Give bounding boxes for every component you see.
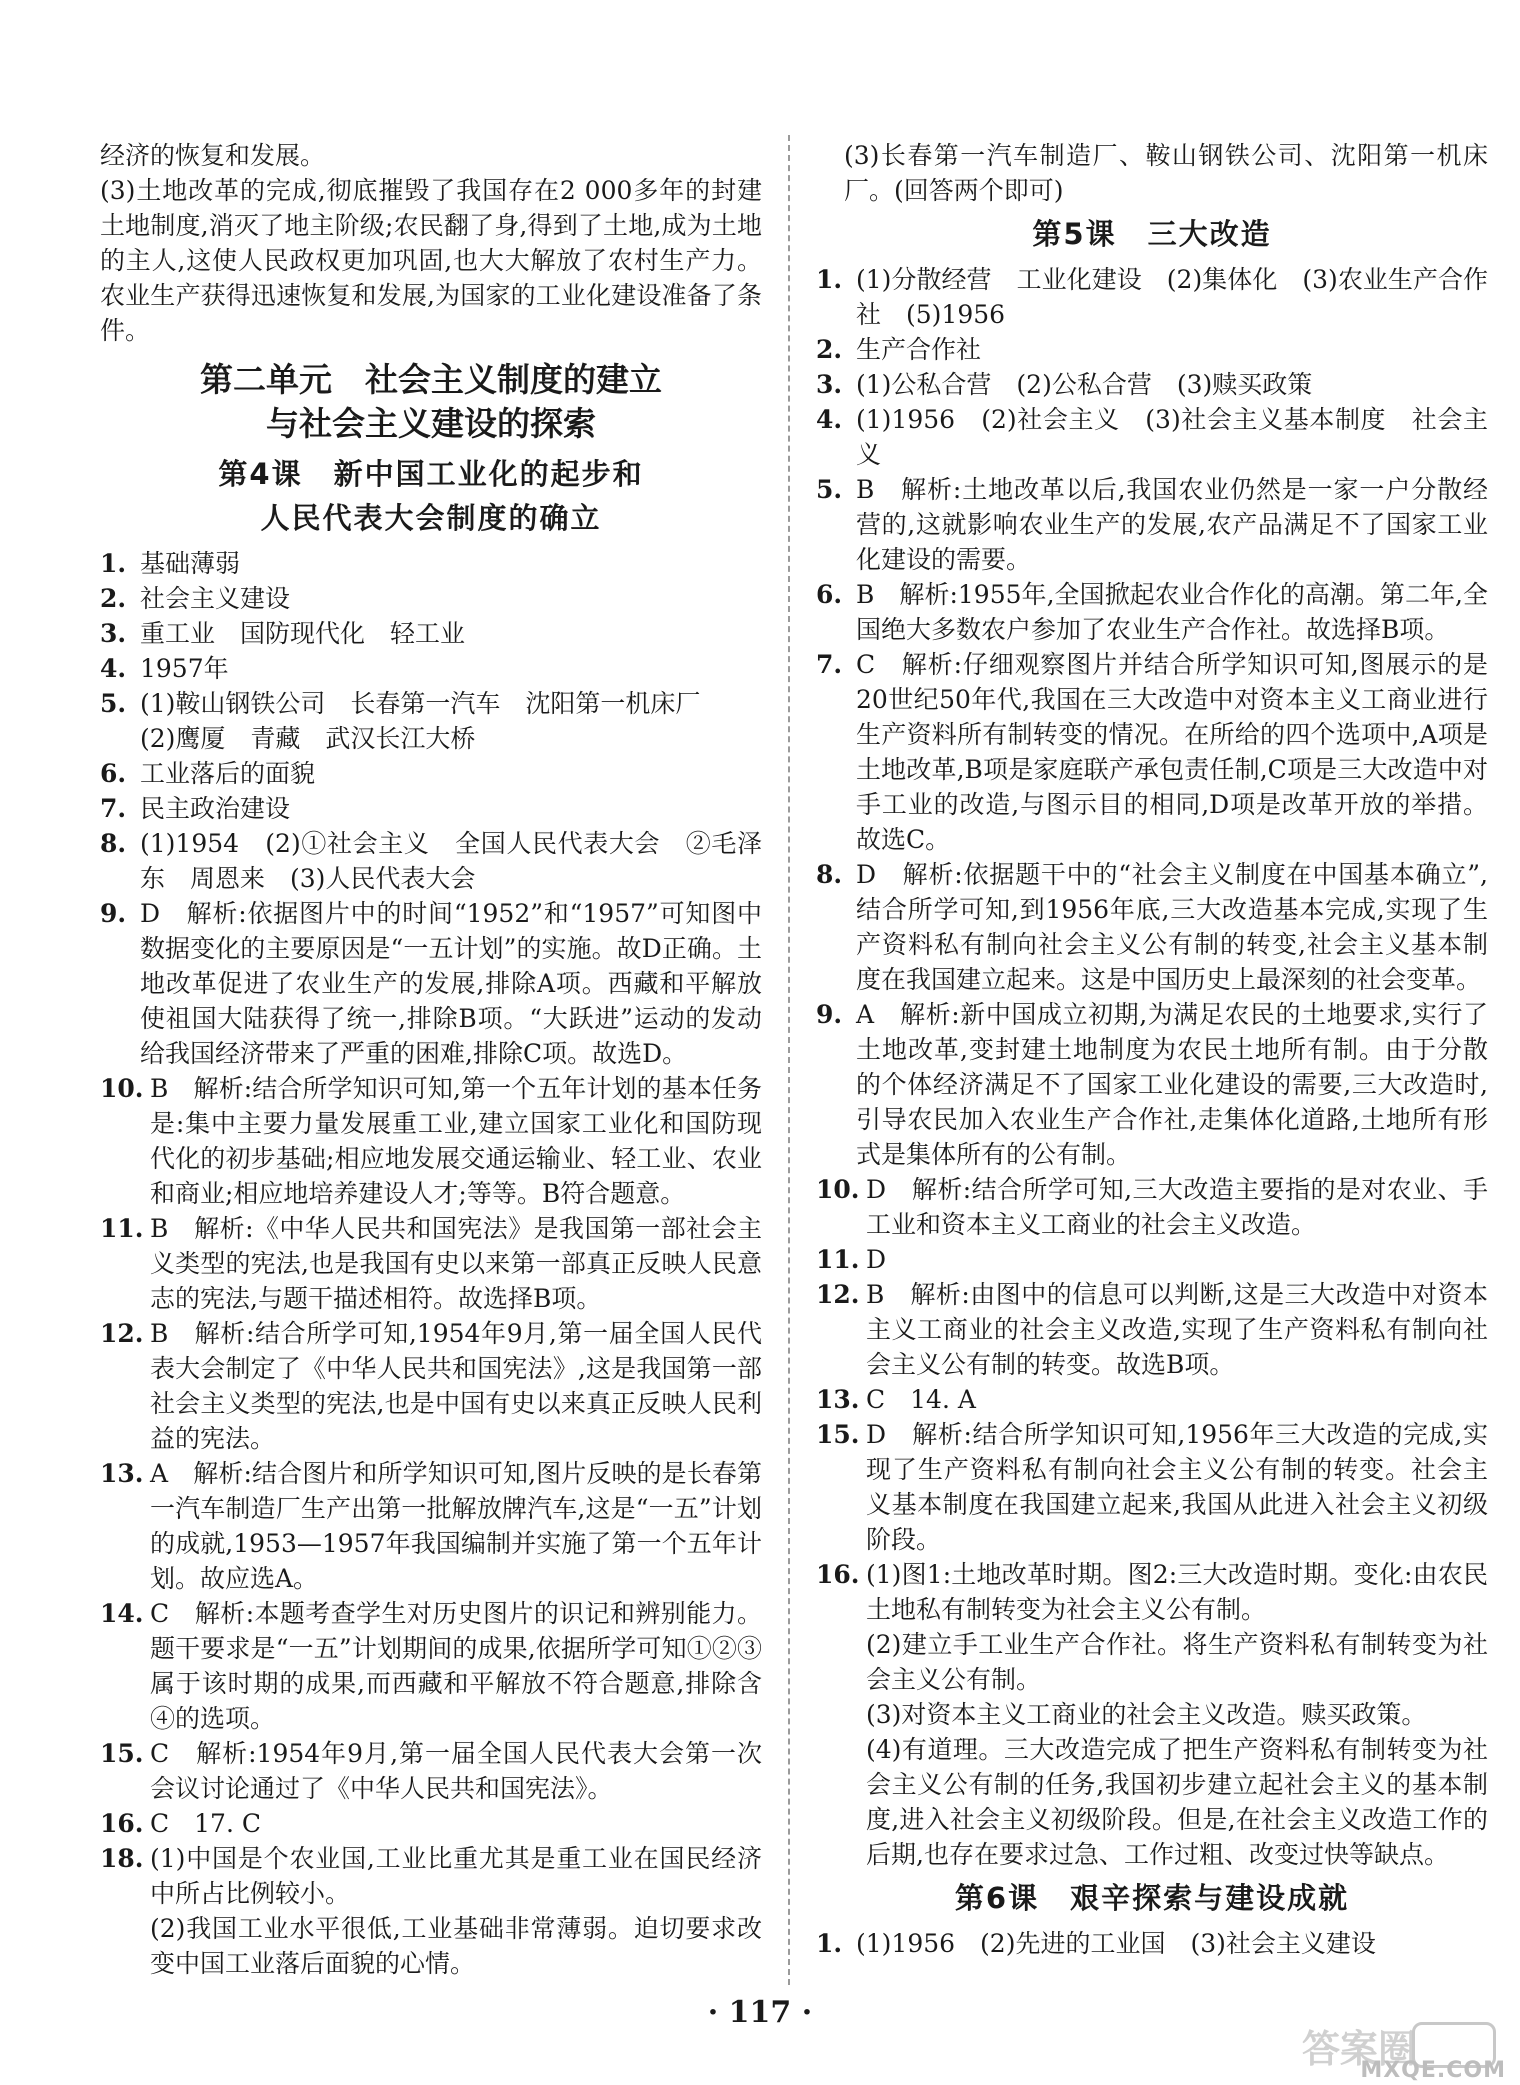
item-number: 16. — [816, 1560, 860, 1589]
item-number: 13. — [100, 1459, 144, 1488]
lesson-6-title: 第6课 艰辛探索与建设成就 — [954, 1881, 1350, 1915]
item-number: 10. — [100, 1074, 144, 1103]
item-number: 5. — [100, 689, 127, 718]
item-number: 16. — [100, 1809, 144, 1838]
answer-item — [100, 546, 762, 581]
item-text: A 解析:结合图片和所学知识可知,图片反映的是长春第一汽车制造厂生产出第一批解放牌汽车,这是“一五”计划的成就,1953—1957年我国编制并实施了第一个五年计划。故应选A。 — [150, 1459, 762, 1593]
item-text-part: (1)鞍山钢铁公司 长春第一汽车 沈阳第一机床厂 — [140, 689, 701, 718]
item-text: B 解析:结合所学知识可知,第一个五年计划的基本任务是:集中主要力量发展重工业,建立国家工业化和国防现代化的初步基础;相应地发展交通运输业、轻工业、农业和商业;相应地培养建设人才;等等。B符合题意。 — [150, 1074, 762, 1208]
answer-item — [816, 332, 1488, 367]
answer-item — [816, 472, 1488, 577]
item-text: C 17. C — [150, 1809, 261, 1838]
answer-item — [816, 262, 1488, 332]
item-number: 18. — [100, 1844, 144, 1873]
item-number: 9. — [816, 1000, 843, 1029]
answer-item — [816, 1382, 1488, 1417]
item-number: 7. — [816, 650, 843, 679]
answer-item — [100, 826, 762, 896]
answer-item — [816, 997, 1488, 1172]
item-text: 社会主义建设 — [140, 584, 291, 613]
answer-item — [100, 1316, 762, 1456]
answer-item — [816, 857, 1488, 997]
item-text: D — [866, 1245, 887, 1274]
lesson-4-title-line-2: 人民代表大会制度的确立 — [260, 501, 602, 535]
item-text: (1)分散经营 工业化建设 (2)集体化 (3)农业生产合作社 (5)1956 — [856, 265, 1488, 329]
item-text: 1957年 — [140, 654, 229, 683]
item-text: C 解析:仔细观察图片并结合所学知识可知,图展示的是20世纪50年代,我国在三大改造中对资本主义工商业进行生产资料所有制转变的情况。在所给的四个选项中,A项是土地改革,B项是家庭联产承包责任制,C项是三大改造中对手工业的改造,与图示目的相同,D项是改革开放的举措。故选C。 — [856, 650, 1488, 854]
unit-title — [100, 358, 762, 446]
answer-item — [100, 756, 762, 791]
lesson-4-title — [100, 452, 762, 540]
unit-title-line-1: 第二单元 社会主义制度的建立 — [200, 360, 662, 399]
item-text: B 解析:土地改革以后,我国农业仍然是一家一户分散经营的,这就影响农业生产的发展,农产品满足不了国家工业化建设的需要。 — [856, 475, 1488, 574]
item-number: 8. — [100, 829, 127, 858]
answer-item — [816, 1417, 1488, 1557]
item-text: D 解析:结合所学知识可知,1956年三大改造的完成,实现了生产资料私有制向社会主义公有制的转变。社会主义基本制度在我国建立起来,我国从此进入社会主义初级阶段。 — [866, 1420, 1488, 1554]
answer-item — [816, 367, 1488, 402]
right-column — [816, 138, 1488, 1961]
item-text-part: (2)鹰厦 青藏 武汉长江大桥 — [140, 724, 476, 753]
item-number: 1. — [100, 549, 127, 578]
item-number: 15. — [816, 1420, 860, 1449]
item-text: 生产合作社 — [856, 335, 982, 364]
item-text: D 解析:结合所学可知,三大改造主要指的是对农业、手工业和资本主义工商业的社会主义改造。 — [866, 1175, 1488, 1239]
intro-line: 经济的恢复和发展。 — [100, 141, 326, 170]
item-text-part: (1)中国是个农业国,工业比重尤其是重工业在国民经济中所占比例较小。 — [150, 1844, 762, 1908]
item-number: 3. — [100, 619, 127, 648]
item-text: D 解析:依据题干中的“社会主义制度在中国基本确立”,结合所学可知,到1956年底,三大改造基本完成,实现了生产资料私有制向社会主义公有制的转变,社会主义基本制度在我国建立起来。这是中国历史上最深刻的社会变革。 — [856, 860, 1488, 994]
item-text-part: (2)我国工业水平很低,工业基础非常薄弱。迫切要求改变中国工业落后面貌的心情。 — [150, 1914, 762, 1978]
item-number: 2. — [100, 584, 127, 613]
item-text-part: (1)图1:土地改革时期。图2:三大改造时期。变化:由农民土地私有制转变为社会主义公有制。 — [866, 1560, 1488, 1624]
item-number: 13. — [816, 1385, 860, 1414]
answer-item — [100, 1456, 762, 1596]
item-number: 14. — [100, 1599, 144, 1628]
answer-item — [100, 1211, 762, 1316]
answer-item — [100, 1071, 762, 1211]
item-text: D 解析:依据图片中的时间“1952”和“1957”可知图中数据变化的主要原因是“一五计划”的实施。故D正确。土地改革促进了农业生产的发展,排除A项。西藏和平解放使祖国大陆获得了统一,排除B项。“大跃进”运动的发动给我国经济带来了严重的困难,排除C项。故选D。 — [140, 899, 762, 1068]
answer-item — [816, 1926, 1488, 1961]
answer-item — [816, 1557, 1488, 1872]
item-number: 4. — [816, 405, 843, 434]
item-number: 11. — [816, 1245, 860, 1274]
item-number: 12. — [100, 1319, 144, 1348]
item-number: 6. — [100, 759, 127, 788]
item-text: (1)1956 (2)先进的工业国 (3)社会主义建设 — [856, 1929, 1376, 1958]
item-text: (1)1954 (2)①社会主义 全国人民代表大会 ②毛泽东 周恩来 (3)人民代表大会 — [140, 829, 762, 893]
unit-title-line-2: 与社会主义建设的探索 — [266, 404, 596, 443]
answer-item — [816, 577, 1488, 647]
item-text: B 解析:结合所学可知,1954年9月,第一届全国人民代表大会制定了《中华人民共和国宪法》,这是我国第一部社会主义类型的宪法,也是中国有史以来真正反映人民利益的宪法。 — [150, 1319, 762, 1453]
column-divider — [788, 135, 790, 1985]
item-number: 7. — [100, 794, 127, 823]
lesson-5-title: 第5课 三大改造 — [1032, 217, 1272, 251]
item-number: 1. — [816, 265, 843, 294]
intro-paragraph: (3)土地改革的完成,彻底摧毁了我国存在2 000多年的封建土地制度,消灭了地主阶级;农民翻了身,得到了土地,成为土地的主人,这使人民政权更加巩固,也大大解放了农村生产力。农业生产获得迅速恢复和发展,为国家的工业化建设准备了条件。 — [100, 176, 762, 345]
answer-item — [100, 651, 762, 686]
answer-item — [816, 647, 1488, 857]
item-number: 10. — [816, 1175, 860, 1204]
item-text: C 14. A — [866, 1385, 976, 1414]
item-number: 12. — [816, 1280, 860, 1309]
item-text: B 解析:由图中的信息可以判断,这是三大改造中对资本主义工商业的社会主义改造,实现了生产资料私有制向社会主义公有制的转变。故选B项。 — [866, 1280, 1488, 1379]
item-text-part: (3)对资本主义工商业的社会主义改造。赎买政策。 — [866, 1700, 1427, 1729]
item-text — [140, 686, 762, 756]
item-text: B 解析:《中华人民共和国宪法》是我国第一部社会主义类型的宪法,也是我国有史以来第一部真正反映人民意志的宪法,与题干描述相符。故选择B项。 — [150, 1214, 762, 1313]
answer-item — [100, 686, 762, 756]
answer-item — [100, 1596, 762, 1736]
item-number: 4. — [100, 654, 127, 683]
item-text: 民主政治建设 — [140, 794, 291, 823]
watermark-url: MXQE.COM — [1360, 2058, 1506, 2083]
item-text: 工业落后的面貌 — [140, 759, 316, 788]
answer-item — [816, 1242, 1488, 1277]
watermark-logo-text: 答案圈 — [1301, 2027, 1416, 2071]
answer-item — [816, 1277, 1488, 1382]
answer-item — [100, 616, 762, 651]
item-number: 5. — [816, 475, 843, 504]
item-text: B 解析:1955年,全国掀起农业合作化的高潮。第二年,全国绝大多数农户参加了农业生产合作社。故选择B项。 — [856, 580, 1488, 644]
item-number: 1. — [816, 1929, 843, 1958]
answer-item — [100, 896, 762, 1071]
item-text: C 解析:1954年9月,第一届全国人民代表大会第一次会议讨论通过了《中华人民共和国宪法》。 — [150, 1739, 762, 1803]
intro-paragraph: (3)长春第一汽车制造厂、鞍山钢铁公司、沈阳第一机床厂。(回答两个即可) — [844, 141, 1488, 205]
item-text-part: (2)建立手工业生产合作社。将生产资料私有制转变为社会主义公有制。 — [866, 1630, 1488, 1694]
page-number: · 117 · — [707, 1995, 813, 2030]
answer-item — [100, 791, 762, 826]
item-number: 2. — [816, 335, 843, 364]
item-number: 11. — [100, 1214, 144, 1243]
answer-item — [100, 1841, 762, 1981]
item-text: C 解析:本题考查学生对历史图片的识记和辨别能力。题干要求是“一五”计划期间的成果,依据所学可知①②③属于该时期的成果,而西藏和平解放不符合题意,排除含④的选项。 — [150, 1599, 762, 1733]
left-column — [100, 138, 762, 1981]
answer-item — [100, 1736, 762, 1806]
answer-item — [816, 402, 1488, 472]
answer-item — [100, 581, 762, 616]
item-text: (1)公私合营 (2)公私合营 (3)赎买政策 — [856, 370, 1313, 399]
item-text: A 解析:新中国成立初期,为满足农民的土地要求,实行了土地改革,变封建土地制度为农民土地所有制。由于分散的个体经济满足不了国家工业化建设的需要,三大改造时,引导农民加入农业生产合作社,走集体化道路,土地所有形式是集体所有的公有制。 — [856, 1000, 1488, 1169]
item-text-part: (4)有道理。三大改造完成了把生产资料私有制转变为社会主义公有制的任务,我国初步建立起社会主义的基本制度,进入社会主义初级阶段。但是,在社会主义改造工作的后期,也存在要求过急、工作过粗、改变过快等缺点。 — [866, 1735, 1488, 1869]
item-number: 3. — [816, 370, 843, 399]
item-number: 15. — [100, 1739, 144, 1768]
item-text: 重工业 国防现代化 轻工业 — [140, 619, 466, 648]
item-text — [150, 1841, 762, 1981]
answer-item — [100, 1806, 762, 1841]
item-text — [866, 1557, 1488, 1872]
item-number: 9. — [100, 899, 127, 928]
item-text: (1)1956 (2)社会主义 (3)社会主义基本制度 社会主义 — [856, 405, 1488, 469]
lesson-4-title-line-1: 第4课 新中国工业化的起步和 — [218, 457, 644, 491]
answer-item — [816, 1172, 1488, 1242]
item-number: 8. — [816, 860, 843, 889]
item-text: 基础薄弱 — [140, 549, 241, 578]
item-number: 6. — [816, 580, 843, 609]
